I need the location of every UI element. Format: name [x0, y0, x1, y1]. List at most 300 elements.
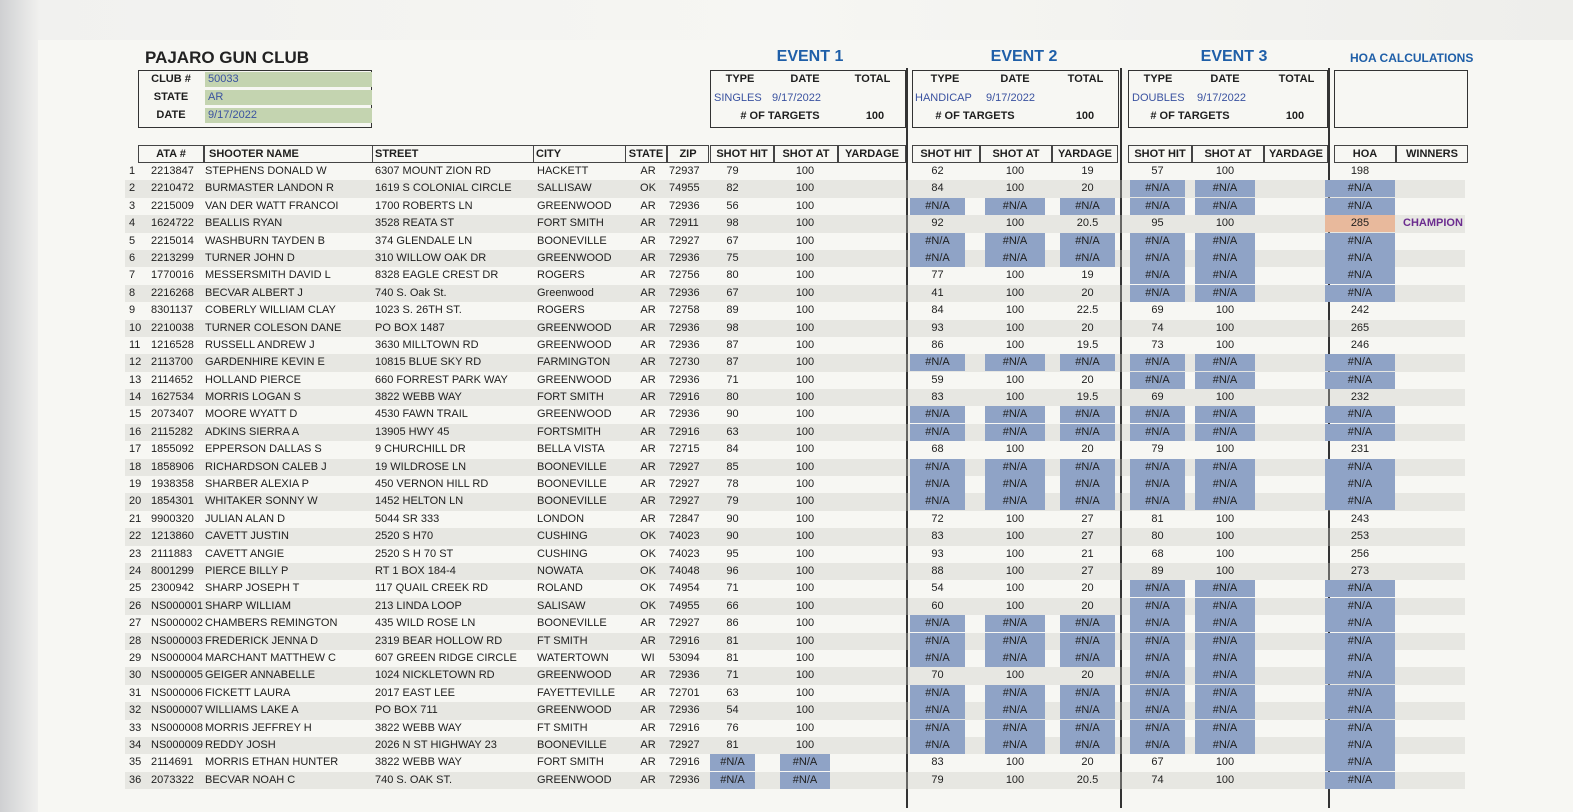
shooter-name-cell[interactable]: CAVETT JUSTIN: [205, 530, 289, 543]
e1-shot-at-cell[interactable]: 100: [795, 408, 815, 421]
e2-shot-hit-cell[interactable]: 84: [931, 304, 944, 317]
e2-yardage-cell[interactable]: #N/A: [1060, 737, 1115, 754]
e1-shot-at-cell[interactable]: 100: [795, 338, 815, 351]
e3-shot-hit-cell[interactable]: #N/A: [1130, 615, 1185, 632]
city-cell[interactable]: FORT SMITH: [537, 217, 604, 230]
city-cell[interactable]: GREENWOOD: [537, 773, 612, 786]
state-cell[interactable]: OK: [640, 599, 656, 612]
table-row[interactable]: [125, 302, 1465, 319]
e3-shot-hit-cell[interactable]: #N/A: [1130, 580, 1185, 597]
e3-shot-hit-cell[interactable]: #N/A: [1130, 250, 1185, 267]
street-cell[interactable]: 1700 ROBERTS LN: [375, 199, 473, 212]
street-cell[interactable]: 740 S. Oak St.: [375, 286, 447, 299]
shooter-name-cell[interactable]: BECVAR ALBERT J: [205, 286, 303, 299]
table-row[interactable]: [125, 772, 1465, 789]
zip-cell[interactable]: 72936: [669, 704, 700, 717]
event-3-date[interactable]: 9/17/2022: [1197, 92, 1246, 104]
e1-shot-at-cell[interactable]: 100: [795, 234, 815, 247]
e3-shot-at-cell[interactable]: 100: [1215, 217, 1235, 230]
e1-shot-at-cell[interactable]: 100: [795, 651, 815, 664]
hoa-total-cell[interactable]: #N/A: [1325, 424, 1395, 441]
e1-shot-at-cell[interactable]: 100: [795, 217, 815, 230]
shooter-name-cell[interactable]: WILLIAMS LAKE A: [205, 704, 299, 717]
hoa-total-cell[interactable]: #N/A: [1325, 233, 1395, 250]
row-number-cell[interactable]: 29: [129, 651, 142, 664]
e3-shot-at-cell[interactable]: #N/A: [1195, 424, 1255, 441]
e2-shot-at-cell[interactable]: 100: [1005, 773, 1025, 786]
e2-yardage-cell[interactable]: 20: [1081, 582, 1094, 595]
e2-shot-at-cell[interactable]: 100: [1005, 182, 1025, 195]
hoa-total-cell[interactable]: #N/A: [1325, 372, 1395, 389]
ata-number-cell[interactable]: NS000008: [151, 721, 203, 734]
e1-shot-at-cell[interactable]: 100: [795, 721, 815, 734]
ata-number-cell[interactable]: 1854301: [151, 495, 194, 508]
city-cell[interactable]: BELLA VISTA: [537, 443, 605, 456]
table-row[interactable]: [125, 250, 1465, 267]
e1-shot-at-cell[interactable]: 100: [795, 634, 815, 647]
e2-shot-at-cell[interactable]: 100: [1005, 756, 1025, 769]
street-cell[interactable]: 2319 BEAR HOLLOW RD: [375, 634, 503, 647]
e3-shot-at-cell[interactable]: 100: [1215, 564, 1235, 577]
e1-shot-at-cell[interactable]: 100: [795, 286, 815, 299]
hoa-total-cell[interactable]: 273: [1350, 564, 1370, 577]
e1-shot-hit-cell[interactable]: 86: [726, 617, 739, 630]
e1-shot-at-cell[interactable]: 100: [795, 704, 815, 717]
e2-yardage-cell[interactable]: 27: [1081, 564, 1094, 577]
ata-number-cell[interactable]: NS000001: [151, 599, 203, 612]
e2-shot-hit-cell[interactable]: 93: [931, 547, 944, 560]
e1-shot-at-cell[interactable]: 100: [795, 669, 815, 682]
zip-cell[interactable]: 72936: [669, 338, 700, 351]
table-row[interactable]: [125, 476, 1465, 493]
hoa-total-cell[interactable]: #N/A: [1325, 754, 1395, 771]
city-cell[interactable]: GREENWOOD: [537, 199, 612, 212]
e2-shot-at-cell[interactable]: 100: [1005, 669, 1025, 682]
e3-shot-hit-cell[interactable]: #N/A: [1130, 233, 1185, 250]
city-cell[interactable]: FARMINGTON: [537, 356, 611, 369]
e2-shot-at-cell[interactable]: 100: [1005, 321, 1025, 334]
city-cell[interactable]: ROGERS: [537, 304, 585, 317]
street-cell[interactable]: 660 FORREST PARK WAY: [375, 373, 508, 386]
table-row[interactable]: [125, 546, 1465, 563]
row-number-cell[interactable]: 1: [129, 165, 136, 177]
row-number-cell[interactable]: 3: [129, 199, 136, 212]
e1-shot-hit-cell[interactable]: 81: [726, 651, 739, 664]
state-cell[interactable]: AR: [640, 408, 656, 421]
hoa-total-cell[interactable]: 243: [1350, 512, 1370, 525]
shooter-name-cell[interactable]: GEIGER ANNABELLE: [205, 669, 316, 682]
e3-shot-at-cell[interactable]: #N/A: [1195, 406, 1255, 423]
zip-cell[interactable]: 72927: [669, 738, 700, 751]
table-row[interactable]: [125, 267, 1465, 284]
row-number-cell[interactable]: 31: [129, 686, 142, 699]
e1-shot-hit-cell[interactable]: 98: [726, 321, 739, 334]
e2-yardage-cell[interactable]: 20: [1081, 286, 1094, 299]
city-cell[interactable]: LONDON: [537, 512, 585, 525]
e3-shot-at-cell[interactable]: #N/A: [1195, 198, 1255, 215]
table-row[interactable]: [125, 180, 1465, 197]
e3-shot-hit-cell[interactable]: 79: [1151, 443, 1164, 456]
row-number-cell[interactable]: 7: [129, 269, 136, 282]
zip-cell[interactable]: 74023: [669, 530, 700, 543]
street-cell[interactable]: PO BOX 1487: [375, 321, 445, 334]
shooter-name-cell[interactable]: ADKINS SIERRA A: [205, 425, 300, 438]
hoa-total-cell[interactable]: 231: [1350, 443, 1370, 456]
ata-number-cell[interactable]: 1938358: [151, 478, 194, 491]
city-cell[interactable]: FORT SMITH: [537, 756, 604, 769]
ata-number-cell[interactable]: 8301137: [151, 304, 194, 317]
e2-shot-at-cell[interactable]: 100: [1005, 530, 1025, 543]
e3-shot-at-cell[interactable]: #N/A: [1195, 720, 1255, 737]
ata-number-cell[interactable]: 1213860: [151, 530, 194, 543]
state-cell[interactable]: AR: [640, 756, 656, 769]
row-number-cell[interactable]: 12: [129, 356, 142, 369]
ata-number-cell[interactable]: 2215009: [151, 199, 194, 212]
state-cell[interactable]: AR: [640, 512, 656, 525]
zip-cell[interactable]: 72936: [669, 373, 700, 386]
e3-shot-at-cell[interactable]: 100: [1215, 443, 1235, 456]
e1-shot-at-cell[interactable]: 100: [795, 686, 815, 699]
e2-yardage-cell[interactable]: 20.5: [1076, 773, 1099, 786]
shooter-name-cell[interactable]: WASHBURN TAYDEN B: [205, 234, 325, 247]
zip-cell[interactable]: 53094: [669, 651, 700, 664]
ata-number-cell[interactable]: NS000002: [151, 617, 203, 630]
e3-shot-hit-cell[interactable]: #N/A: [1130, 493, 1185, 510]
ata-number-cell[interactable]: NS000009: [151, 738, 203, 751]
zip-cell[interactable]: 72927: [669, 460, 700, 473]
state-cell[interactable]: AR: [640, 338, 656, 351]
row-number-cell[interactable]: 33: [129, 721, 142, 734]
ata-number-cell[interactable]: 2216268: [151, 286, 194, 299]
ata-number-cell[interactable]: 2114652: [151, 373, 194, 386]
ata-number-cell[interactable]: 2300942: [151, 582, 194, 595]
shooter-name-cell[interactable]: COBERLY WILLIAM CLAY: [205, 304, 336, 317]
street-cell[interactable]: 4530 FAWN TRAIL: [375, 408, 468, 421]
e3-shot-hit-cell[interactable]: 74: [1151, 773, 1164, 786]
event-3-type[interactable]: DOUBLES: [1132, 92, 1185, 104]
e2-shot-at-cell[interactable]: #N/A: [985, 459, 1045, 476]
hoa-total-cell[interactable]: #N/A: [1325, 580, 1395, 597]
shooter-name-cell[interactable]: BECVAR NOAH C: [205, 773, 296, 786]
e2-yardage-cell[interactable]: #N/A: [1060, 250, 1115, 267]
e1-shot-hit-cell[interactable]: 85: [726, 460, 739, 473]
street-cell[interactable]: RT 1 BOX 184-4: [375, 564, 456, 577]
e2-yardage-cell[interactable]: #N/A: [1060, 685, 1115, 702]
state-cell[interactable]: AR: [640, 269, 656, 282]
ata-number-cell[interactable]: NS000003: [151, 634, 203, 647]
e1-shot-at-cell[interactable]: 100: [795, 478, 815, 491]
e2-shot-at-cell[interactable]: #N/A: [985, 250, 1045, 267]
shooter-name-cell[interactable]: MORRIS ETHAN HUNTER: [205, 756, 339, 769]
e2-yardage-cell[interactable]: 21: [1081, 547, 1094, 560]
e3-shot-hit-cell[interactable]: 81: [1151, 512, 1164, 525]
e2-shot-hit-cell[interactable]: 62: [931, 165, 944, 177]
table-row[interactable]: [125, 702, 1465, 719]
street-cell[interactable]: 435 WILD ROSE LN: [375, 617, 476, 630]
e3-shot-at-cell[interactable]: #N/A: [1195, 285, 1255, 302]
zip-cell[interactable]: 72916: [669, 756, 700, 769]
street-cell[interactable]: 3630 MILLTOWN RD: [375, 338, 479, 351]
hoa-total-cell[interactable]: #N/A: [1325, 667, 1395, 684]
shooter-name-cell[interactable]: RICHARDSON CALEB J: [205, 460, 327, 473]
e2-shot-at-cell[interactable]: 100: [1005, 599, 1025, 612]
e1-shot-hit-cell[interactable]: 67: [726, 286, 739, 299]
e2-shot-at-cell[interactable]: 100: [1005, 217, 1025, 230]
zip-cell[interactable]: 72916: [669, 425, 700, 438]
event-1-targets[interactable]: 100: [865, 110, 885, 122]
shooter-name-cell[interactable]: TURNER COLESON DANE: [205, 321, 342, 334]
e1-shot-hit-cell[interactable]: 81: [726, 738, 739, 751]
city-cell[interactable]: FT SMITH: [537, 721, 588, 734]
e2-shot-at-cell[interactable]: #N/A: [985, 615, 1045, 632]
e3-shot-at-cell[interactable]: #N/A: [1195, 354, 1255, 371]
e1-shot-at-cell[interactable]: 100: [795, 564, 815, 577]
ata-number-cell[interactable]: 1858906: [151, 460, 194, 473]
ata-number-cell[interactable]: 2115282: [151, 425, 194, 438]
zip-cell[interactable]: 72916: [669, 634, 700, 647]
city-cell[interactable]: GREENWOOD: [537, 669, 612, 682]
shooter-name-cell[interactable]: BURMASTER LANDON R: [205, 182, 334, 195]
row-number-cell[interactable]: 20: [129, 495, 142, 508]
street-cell[interactable]: 19 WILDROSE LN: [375, 460, 467, 473]
street-cell[interactable]: 6307 MOUNT ZION RD: [375, 165, 491, 177]
zip-cell[interactable]: 72927: [669, 234, 700, 247]
e3-shot-at-cell[interactable]: #N/A: [1195, 233, 1255, 250]
ata-number-cell[interactable]: 8001299: [151, 564, 194, 577]
zip-cell[interactable]: 72927: [669, 617, 700, 630]
e2-shot-hit-cell[interactable]: #N/A: [910, 702, 965, 719]
e2-shot-hit-cell[interactable]: #N/A: [910, 354, 965, 371]
e2-yardage-cell[interactable]: 20: [1081, 373, 1094, 386]
e1-shot-hit-cell[interactable]: 95: [726, 547, 739, 560]
e3-shot-at-cell[interactable]: #N/A: [1195, 180, 1255, 197]
e2-yardage-cell[interactable]: #N/A: [1060, 233, 1115, 250]
e2-yardage-cell[interactable]: #N/A: [1060, 650, 1115, 667]
e1-shot-hit-cell[interactable]: 66: [726, 599, 739, 612]
e2-yardage-cell[interactable]: #N/A: [1060, 615, 1115, 632]
ata-number-cell[interactable]: NS000005: [151, 669, 203, 682]
state-cell[interactable]: AR: [640, 304, 656, 317]
e3-shot-at-cell[interactable]: 100: [1215, 756, 1235, 769]
shooter-name-cell[interactable]: SHARP WILLIAM: [205, 599, 291, 612]
e2-shot-at-cell[interactable]: #N/A: [985, 702, 1045, 719]
state-cell[interactable]: OK: [640, 582, 656, 595]
e2-shot-hit-cell[interactable]: #N/A: [910, 685, 965, 702]
row-number-cell[interactable]: 5: [129, 234, 136, 247]
hoa-total-cell[interactable]: #N/A: [1325, 267, 1395, 284]
table-row[interactable]: [125, 233, 1465, 250]
shooter-name-cell[interactable]: MESSERSMITH DAVID L: [205, 269, 331, 282]
state-cell[interactable]: AR: [640, 478, 656, 491]
row-number-cell[interactable]: 11: [129, 338, 141, 351]
street-cell[interactable]: 13905 HWY 45: [375, 425, 450, 438]
table-row[interactable]: [125, 685, 1465, 702]
e2-shot-hit-cell[interactable]: #N/A: [910, 615, 965, 632]
table-row[interactable]: [125, 424, 1465, 441]
e2-shot-at-cell[interactable]: 100: [1005, 582, 1025, 595]
e1-shot-hit-cell[interactable]: 56: [726, 199, 739, 212]
e3-shot-hit-cell[interactable]: 80: [1151, 530, 1164, 543]
e2-yardage-cell[interactable]: 27: [1081, 530, 1094, 543]
e3-shot-at-cell[interactable]: #N/A: [1195, 633, 1255, 650]
e3-shot-hit-cell[interactable]: #N/A: [1130, 685, 1185, 702]
row-number-cell[interactable]: 32: [129, 704, 142, 717]
table-row[interactable]: [125, 737, 1465, 754]
street-cell[interactable]: 2520 S H 70 ST: [375, 547, 454, 560]
street-cell[interactable]: 10815 BLUE SKY RD: [375, 356, 482, 369]
e2-shot-hit-cell[interactable]: #N/A: [910, 424, 965, 441]
event-3-targets[interactable]: 100: [1285, 110, 1305, 122]
city-cell[interactable]: ROLAND: [537, 582, 583, 595]
table-row[interactable]: [125, 754, 1465, 771]
shooter-name-cell[interactable]: RUSSELL ANDREW J: [205, 338, 315, 351]
e1-shot-hit-cell[interactable]: 76: [726, 721, 739, 734]
e3-shot-hit-cell[interactable]: 67: [1151, 756, 1164, 769]
city-cell[interactable]: ROGERS: [537, 269, 585, 282]
e3-shot-at-cell[interactable]: #N/A: [1195, 650, 1255, 667]
shooter-name-cell[interactable]: SHARBER ALEXIA P: [205, 478, 309, 491]
e2-shot-at-cell[interactable]: 100: [1005, 304, 1025, 317]
e1-shot-at-cell[interactable]: 100: [795, 391, 815, 404]
hoa-total-cell[interactable]: #N/A: [1325, 598, 1395, 615]
hoa-total-cell[interactable]: #N/A: [1325, 354, 1395, 371]
e3-shot-hit-cell[interactable]: #N/A: [1130, 354, 1185, 371]
e1-shot-hit-cell[interactable]: #N/A: [710, 772, 755, 789]
table-row[interactable]: [125, 580, 1465, 597]
e1-shot-at-cell[interactable]: 100: [795, 547, 815, 560]
e1-shot-hit-cell[interactable]: 98: [726, 217, 739, 230]
e2-yardage-cell[interactable]: #N/A: [1060, 198, 1115, 215]
e3-shot-hit-cell[interactable]: #N/A: [1130, 267, 1185, 284]
city-cell[interactable]: CUSHING: [537, 530, 588, 543]
e1-shot-hit-cell[interactable]: 80: [726, 391, 739, 404]
e1-shot-at-cell[interactable]: 100: [795, 599, 815, 612]
e3-shot-at-cell[interactable]: #N/A: [1195, 372, 1255, 389]
e3-shot-at-cell[interactable]: #N/A: [1195, 702, 1255, 719]
e1-shot-at-cell[interactable]: 100: [795, 530, 815, 543]
shooter-name-cell[interactable]: WHITAKER SONNY W: [205, 495, 318, 508]
hoa-total-cell[interactable]: #N/A: [1325, 476, 1395, 493]
street-cell[interactable]: 2026 N ST HIGHWAY 23: [375, 738, 497, 751]
e3-shot-at-cell[interactable]: 100: [1215, 338, 1235, 351]
table-row[interactable]: [125, 667, 1465, 684]
zip-cell[interactable]: 72927: [669, 495, 700, 508]
e3-shot-at-cell[interactable]: #N/A: [1195, 685, 1255, 702]
shooter-name-cell[interactable]: FREDERICK JENNA D: [205, 634, 319, 647]
e2-shot-hit-cell[interactable]: #N/A: [910, 737, 965, 754]
zip-cell[interactable]: 74955: [669, 182, 700, 195]
ata-number-cell[interactable]: 1855092: [151, 443, 194, 456]
e3-shot-hit-cell[interactable]: #N/A: [1130, 702, 1185, 719]
state-cell[interactable]: WI: [641, 651, 655, 664]
e1-shot-hit-cell[interactable]: 84: [726, 443, 739, 456]
street-cell[interactable]: 3822 WEBB WAY: [375, 756, 462, 769]
e3-shot-hit-cell[interactable]: #N/A: [1130, 406, 1185, 423]
state-cell[interactable]: OK: [640, 564, 656, 577]
e3-shot-hit-cell[interactable]: 69: [1151, 304, 1164, 317]
row-number-cell[interactable]: 27: [129, 617, 142, 630]
table-row[interactable]: [125, 337, 1465, 354]
table-row[interactable]: [125, 511, 1465, 528]
row-number-cell[interactable]: 23: [129, 547, 142, 560]
e2-shot-at-cell[interactable]: #N/A: [985, 424, 1045, 441]
shooter-name-cell[interactable]: STEPHENS DONALD W: [205, 165, 327, 177]
table-row[interactable]: [125, 493, 1465, 510]
e2-shot-at-cell[interactable]: #N/A: [985, 233, 1045, 250]
zip-cell[interactable]: 72847: [669, 512, 700, 525]
street-cell[interactable]: 213 LINDA LOOP: [375, 599, 462, 612]
e2-shot-at-cell[interactable]: 100: [1005, 564, 1025, 577]
state-cell[interactable]: AR: [640, 286, 656, 299]
ata-number-cell[interactable]: NS000004: [151, 651, 203, 664]
e2-shot-hit-cell[interactable]: 86: [931, 338, 944, 351]
city-cell[interactable]: BOONEVILLE: [537, 460, 607, 473]
zip-cell[interactable]: 72936: [669, 251, 700, 264]
e1-shot-at-cell[interactable]: 100: [795, 512, 815, 525]
zip-cell[interactable]: 72758: [669, 304, 700, 317]
city-cell[interactable]: FAYETTEVILLE: [537, 686, 616, 699]
table-row[interactable]: [125, 372, 1465, 389]
e3-shot-at-cell[interactable]: #N/A: [1195, 493, 1255, 510]
shooter-name-cell[interactable]: JULIAN ALAN D: [205, 512, 286, 525]
table-row[interactable]: [125, 320, 1465, 337]
city-cell[interactable]: FORT SMITH: [537, 391, 604, 404]
e2-shot-hit-cell[interactable]: 41: [931, 286, 944, 299]
row-number-cell[interactable]: 21: [129, 512, 142, 525]
e2-shot-hit-cell[interactable]: 68: [931, 443, 944, 456]
shooter-name-cell[interactable]: MARCHANT MATTHEW C: [205, 651, 336, 664]
e2-shot-at-cell[interactable]: 100: [1005, 286, 1025, 299]
table-row[interactable]: [125, 285, 1465, 302]
state-cell[interactable]: AR: [640, 199, 656, 212]
city-cell[interactable]: BOONEVILLE: [537, 738, 607, 751]
row-number-cell[interactable]: 36: [129, 773, 142, 786]
ata-number-cell[interactable]: 2073407: [151, 408, 194, 421]
e3-shot-at-cell[interactable]: #N/A: [1195, 615, 1255, 632]
shooter-name-cell[interactable]: MORRIS JEFFREY H: [205, 721, 312, 734]
e1-shot-hit-cell[interactable]: 90: [726, 512, 739, 525]
city-cell[interactable]: GREENWOOD: [537, 251, 612, 264]
e2-shot-at-cell[interactable]: 100: [1005, 165, 1025, 177]
table-row[interactable]: [125, 354, 1465, 371]
hoa-total-cell[interactable]: 242: [1350, 304, 1370, 317]
e1-shot-hit-cell[interactable]: 81: [726, 634, 739, 647]
e2-yardage-cell[interactable]: 20: [1081, 182, 1094, 195]
e3-shot-at-cell[interactable]: #N/A: [1195, 598, 1255, 615]
e3-shot-hit-cell[interactable]: 68: [1151, 547, 1164, 560]
table-row[interactable]: [125, 406, 1465, 423]
state-cell[interactable]: OK: [640, 530, 656, 543]
e2-shot-hit-cell[interactable]: #N/A: [910, 198, 965, 215]
street-cell[interactable]: 450 VERNON HILL RD: [375, 478, 489, 491]
hoa-total-cell[interactable]: 232: [1350, 391, 1370, 404]
state-cell[interactable]: AR: [640, 443, 656, 456]
e1-shot-at-cell[interactable]: 100: [795, 182, 815, 195]
table-row[interactable]: [125, 163, 1465, 180]
table-row[interactable]: [125, 650, 1465, 667]
e3-shot-hit-cell[interactable]: 95: [1151, 217, 1164, 230]
hoa-total-cell[interactable]: #N/A: [1325, 459, 1395, 476]
e1-shot-hit-cell[interactable]: 71: [726, 669, 739, 682]
hoa-total-cell[interactable]: #N/A: [1325, 685, 1395, 702]
row-number-cell[interactable]: 4: [129, 217, 136, 230]
ata-number-cell[interactable]: 2213847: [151, 165, 194, 177]
e2-shot-at-cell[interactable]: #N/A: [985, 685, 1045, 702]
shooter-name-cell[interactable]: EPPERSON DALLAS S: [205, 443, 322, 456]
event-2-date[interactable]: 9/17/2022: [986, 92, 1035, 104]
hoa-total-cell[interactable]: 198: [1350, 165, 1370, 177]
zip-cell[interactable]: 72936: [669, 408, 700, 421]
